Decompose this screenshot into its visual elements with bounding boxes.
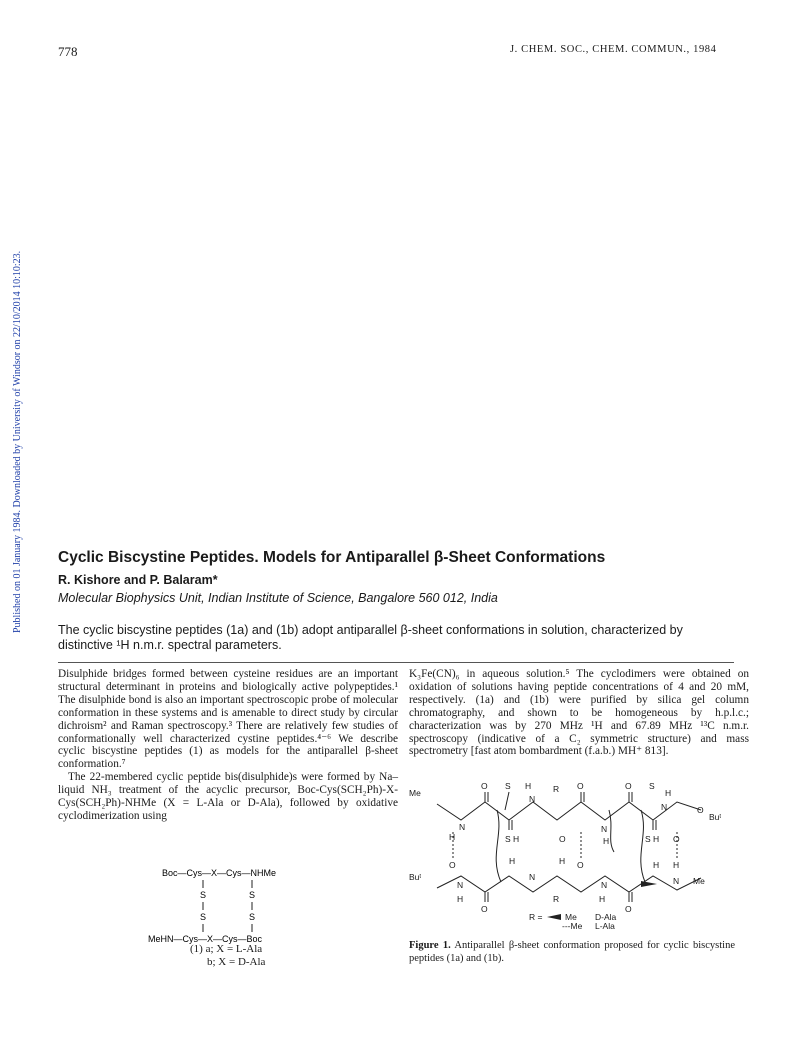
download-notice-text[interactable]: Published on 01 January 1984. Downloaded by University of Windsor on 22/10/2014 10:10:23. [12, 250, 23, 633]
fig-label-s: S [505, 781, 511, 791]
structure-sulfur: S [249, 912, 256, 922]
figure-1-caption-text: Antiparallel β-sheet conformation proposed for cyclic biscystine peptides (1a) and (1b). [409, 940, 735, 964]
structure-caption-a: (1) a; X = L-Ala [190, 943, 263, 955]
download-notice-sidebar[interactable] [0, 215, 23, 635]
fig-label-o: O [673, 834, 680, 844]
fig-label-h: H [599, 894, 606, 904]
page-number: 778 [58, 44, 78, 59]
fig-label-o: O [625, 781, 632, 791]
fig-label-r: R [553, 894, 560, 904]
fig-label-s: S [649, 781, 655, 791]
fig-legend-me: Me [565, 912, 577, 922]
fig-label-r: R [553, 784, 560, 794]
structure-caption-b: b; X = D-Ala [207, 956, 266, 968]
fig-label-o: O [625, 904, 632, 914]
body-paragraph-3: K₃Fe(CN)₆ in aqueous solution.⁵ The cyclodimers were obtained on oxidation of solutions having peptide concentrations of 4 and 20 mM, respectively. (1a) and (1b) were purified by silica gel column chromatography, and shown to be homogeneous by h.p.l.c.; characterization was by 270 MHz ¹H and 67.89 MHz ¹³C n.m.r. spectroscopy (indicative of a C₂ symmetric structure) and mass spectrometry [fast atom bombardment (f.a.b.) MH⁺ 813]. [409, 668, 749, 758]
fig-label-h: H [673, 860, 680, 870]
fig-label-n: N [661, 802, 668, 812]
fig-label-o: O [481, 781, 488, 791]
fig-label-o: O [449, 860, 456, 870]
fig-label-bu: Buᵗ [709, 812, 722, 822]
article-authors: R. Kishore and P. Balaram* [58, 573, 218, 587]
fig-label-me: Me [693, 876, 705, 886]
fig-label-h: H [525, 781, 532, 791]
structure-sulfur: S [200, 912, 207, 922]
fig-label-h: H [513, 834, 520, 844]
fig-label-o: O [577, 781, 584, 791]
fig-label-h: H [653, 834, 660, 844]
body-paragraph-2: The 22-membered cyclic peptide bis(disulphide)s were formed by Na–liquid NH₃ treatment of the acyclic precursor, Boc-Cys(SCH₂Ph)-X-Cys(SCH₂Ph)-NHMe (X = L-Ala or D-Ala), followed by oxidative cyclodimerization using [58, 771, 398, 822]
fig-label-h: H [559, 856, 566, 866]
fig-label-h: H [665, 788, 672, 798]
fig-legend-r: R = [529, 912, 543, 922]
figure-1-beta-sheet [409, 780, 739, 930]
fig-label-o: O [559, 834, 566, 844]
fig-label-s: S [505, 834, 511, 844]
fig-legend-dashed-me: ---Me [562, 921, 583, 931]
body-paragraph-1: Disulphide bridges formed between cysteine residues are an important structural determinant in proteins and biologically active polypeptides.¹ The disulphide bond is also an important spectroscopic probe of molecular conformation in these systems and is amenable to direct study by circular dichroism² and Raman spectroscopy.³ There are relatively few studies of conformationally well characterized cystine peptides.⁴⁻⁶ We describe cyclic biscystine peptides (1) as models for the antiparallel β-sheet conformation.⁷ [58, 668, 398, 771]
article-affiliation: Molecular Biophysics Unit, Indian Institute of Science, Bangalore 560 012, India [58, 591, 498, 605]
journal-header: J. CHEM. SOC., CHEM. COMMUN., 1984 [510, 44, 717, 55]
fig-label-n: N [673, 876, 680, 886]
fig-label-me: Me [409, 788, 421, 798]
fig-label-n: N [529, 794, 536, 804]
fig-label-n: N [601, 880, 608, 890]
fig-legend-l-ala: L-Ala [595, 921, 615, 931]
fig-label-n: N [529, 872, 536, 882]
fig-label-o: O [481, 904, 488, 914]
body-column-right [409, 668, 749, 758]
structure-sulfur: S [249, 890, 256, 900]
fig-label-h: H [457, 894, 464, 904]
structure-bottom-chain: MeHN—Cys—X—Cys—Boc [148, 934, 263, 944]
fig-label-n: N [457, 880, 464, 890]
fig-label-n: N [459, 822, 466, 832]
figure-1-label: Figure 1. [409, 940, 451, 951]
fig-legend-d-ala: D-Ala [595, 912, 617, 922]
article-abstract: The cyclic biscystine peptides (1a) and (1b) adopt antiparallel β-sheet conformations in solution, characterized by distinctive ¹H n.m.r. spectral parameters. [58, 623, 683, 652]
structure-sulfur: S [200, 890, 207, 900]
article-title: Cyclic Biscystine Peptides. Models for Antiparallel β-Sheet Conformations [58, 549, 606, 566]
section-divider [58, 662, 734, 663]
fig-label-o: O [577, 860, 584, 870]
fig-label-n: N [601, 824, 608, 834]
fig-label-bu: Buᵗ [409, 872, 422, 882]
fig-label-h: H [509, 856, 516, 866]
structure-top-chain: Boc—Cys—X—Cys—NHMe [162, 868, 277, 878]
fig-label-o: O [697, 805, 704, 815]
fig-label-h: H [603, 836, 610, 846]
fig-label-h: H [449, 832, 456, 842]
fig-label-s: S [645, 834, 651, 844]
fig-legend-wedge [547, 914, 561, 920]
structure-1-caption [190, 943, 265, 969]
fig-label-h: H [653, 860, 660, 870]
figure-1-caption [409, 940, 735, 965]
body-column-left [58, 668, 398, 823]
